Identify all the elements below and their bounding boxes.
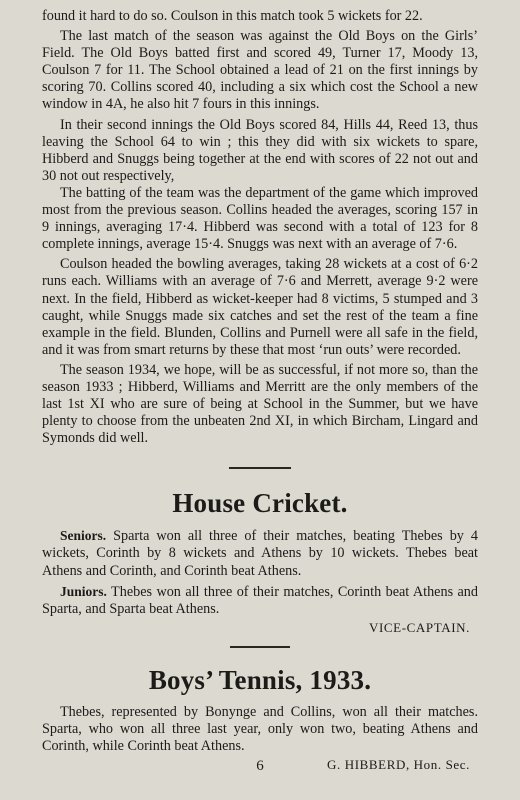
- house-cricket-signature: VICE-CAPTAIN.: [368, 619, 470, 635]
- section-divider: [230, 646, 290, 648]
- paragraph-bowling-fielding: Coulson headed the bowling averages, taking 28 wickets at a cost of 6·2 runs each. Williams with an average of 7·6 and Merrett, average 9·2 were next. In the field, Hibberd as wicket-keeper had 8 victims, 5 stumped and 3 caught, while Snuggs made six catches and set the rest of the team a fine example in the field. Blunden, Collins and Purnell were all safe in the field, and it was from smart returns by these that most ‘run outs’ were recorded.: [42, 256, 478, 358]
- paragraph-next-season: The season 1934, we hope, will be as successful, if not more so, than the season 1933 ; Hibberd, Williams and Merritt are the only members of the last 1st XI who are sure of being at School in the Summer, but we have plenty to choose from the unbeaten 2nd XI, in which Bircham, Lingard and Symonds did well.: [42, 361, 478, 447]
- page-number: 6: [256, 758, 264, 774]
- boys-tennis-signature: G. HIBBERD, Hon. Sec.: [327, 757, 470, 773]
- juniors-paragraph: [42, 583, 478, 618]
- seniors-label: Seniors.: [60, 528, 107, 544]
- seniors-paragraph: [42, 527, 478, 579]
- seniors-text: Sparta won all three of their matches, beating Thebes by 4 wickets, Corinth by 8 wickets and Athens by 10 wickets. Thebes beat Athens and Corinth, and Corinth beat Athens.: [42, 528, 478, 579]
- paragraph-batting-averages: The batting of the team was the department of the game which improved most from the previous season. Collins headed the averages, scoring 157 in 9 innings, averaging 17·4. Hibberd was second with a total of 123 for 8 complete innings, average 15·4. Snuggs was next with an average of 7·6.: [42, 184, 478, 253]
- house-cricket-heading: House Cricket.: [172, 488, 348, 519]
- boys-tennis-paragraph: Thebes, represented by Bonynge and Collins, won all their matches. Sparta, who won all three last year, only won two, beating Athens and Corinth, while Corinth beat Athens.: [42, 703, 478, 754]
- section-divider: [229, 467, 291, 469]
- boys-tennis-heading: Boys’ Tennis, 1933.: [148, 664, 372, 695]
- paragraph-old-boys-match: The last match of the season was against the Old Boys on the Girls’ Field. The Old Boys batted first and scored 49, Turner 17, Moody 13, Coulson 7 for 11. The School obtained a lead of 21 on the first innings by scoring 70. Collins scored 40, including a six which cost the School a new window in 4A, he also hit 7 fours in this innings.: [42, 28, 478, 113]
- juniors-text: Thebes won all three of their matches, Corinth beat Athens and Sparta, and Sparta beat Athens.: [42, 583, 478, 617]
- paragraph-match-conclusion: found it hard to do so. Coulson in this match took 5 wickets for 22.: [42, 8, 423, 24]
- paragraph-second-innings: In their second innings the Old Boys scored 84, Hills 44, Reed 13, thus leaving the School 64 to win ; this they did with six wickets to spare, Hibberd and Snuggs being together at the end with scores of 22 not out and 30 not out respectively,: [42, 116, 478, 184]
- juniors-label: Juniors.: [60, 583, 107, 599]
